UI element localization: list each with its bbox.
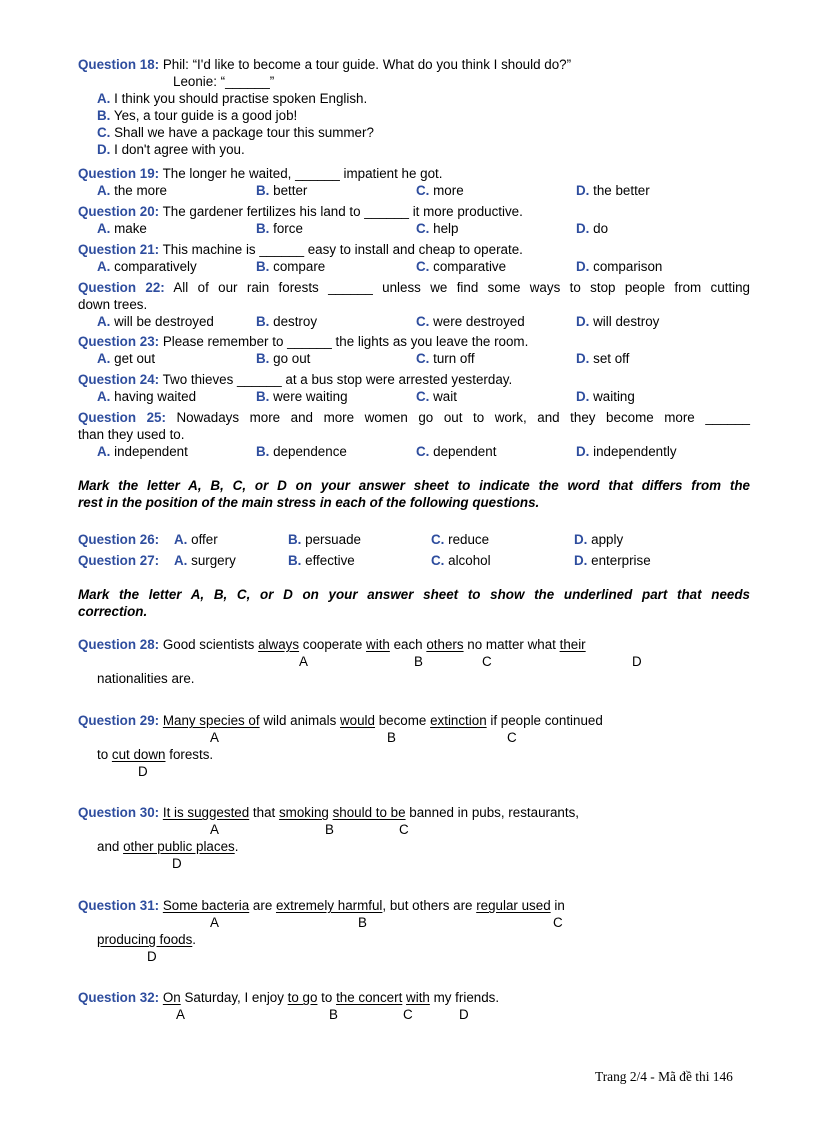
marker-c: C: [403, 1007, 413, 1022]
marker-a: A: [299, 654, 308, 669]
marker-c: C: [399, 822, 409, 837]
option-c[interactable]: C. more: [416, 183, 464, 198]
page-footer: Trang 2/4 - Mã đề thi 146: [595, 1069, 733, 1084]
question-label: Question 20:: [78, 204, 160, 219]
option-a[interactable]: A. make: [97, 221, 147, 236]
question-label: Question 25:: [78, 410, 166, 425]
option-b[interactable]: B. Yes, a tour guide is a good job!: [97, 108, 298, 123]
option-d[interactable]: D. independently: [576, 444, 677, 459]
marker-b: B: [387, 730, 396, 745]
underlined-part-b[interactable]: would: [339, 713, 375, 728]
question-label: Question 29:: [78, 713, 160, 728]
underlined-part-a[interactable]: Some bacteria: [162, 898, 250, 913]
option-d[interactable]: D. will destroy: [576, 314, 660, 329]
answer-markers: [78, 948, 750, 965]
underlined-part-d[interactable]: producing foods: [97, 932, 193, 947]
option-d[interactable]: D. the better: [576, 183, 650, 198]
answer-markers: [78, 653, 750, 670]
question-label: Question 22:: [78, 280, 165, 295]
option-d[interactable]: D. waiting: [576, 389, 635, 404]
option-b[interactable]: B. destroy: [256, 314, 318, 329]
answer-markers: [78, 855, 750, 872]
marker-a: A: [176, 1007, 185, 1022]
option-b[interactable]: B. go out: [256, 351, 311, 366]
question-27: [78, 552, 750, 569]
question-label: Question 30:: [78, 805, 160, 820]
underlined-part-b[interactable]: to go: [287, 990, 318, 1005]
answer-markers: [78, 1006, 750, 1023]
option-a[interactable]: A. the more: [97, 183, 167, 198]
option-d[interactable]: D. comparison: [576, 259, 663, 274]
marker-a: A: [210, 822, 219, 837]
question-label: Question 28:: [78, 637, 160, 652]
question-label: Question 31:: [78, 898, 160, 913]
instruction-error: Mark the letter A, B, C, or D on your answer sheet to show the underlined part that needs correction.: [78, 587, 750, 619]
underlined-part-d[interactable]: cut down: [111, 747, 166, 762]
option-b[interactable]: B. effective: [288, 553, 355, 568]
option-d[interactable]: D. I don't agree with you.: [97, 142, 245, 157]
marker-b: B: [414, 654, 423, 669]
option-c[interactable]: C. Shall we have a package tour this summer?: [97, 125, 374, 140]
question-label: Question 24:: [78, 372, 160, 387]
underlined-part-c[interactable]: should to be: [332, 805, 406, 820]
question-text-continued: down trees.: [78, 297, 148, 312]
option-c[interactable]: C. wait: [416, 389, 457, 404]
question-25: [78, 409, 750, 460]
question-19: [78, 165, 750, 199]
marker-d: D: [147, 949, 157, 964]
option-a[interactable]: A. will be destroyed: [97, 314, 214, 329]
question-21: [78, 241, 750, 275]
option-c[interactable]: C. alcohol: [431, 553, 491, 568]
answer-markers: [78, 763, 750, 780]
question-26: [78, 531, 750, 548]
question-label: Question 26:: [78, 532, 160, 547]
marker-a: A: [210, 730, 219, 745]
marker-b: B: [325, 822, 334, 837]
underlined-part-c[interactable]: extinction: [430, 713, 487, 728]
option-a[interactable]: A. I think you should practise spoken English.: [97, 91, 368, 106]
underlined-part-a[interactable]: always: [258, 637, 300, 652]
question-23: [78, 333, 750, 367]
option-a[interactable]: A. get out: [97, 351, 156, 366]
question-text: The gardener fertilizes his land to ______ it more productive.: [159, 204, 523, 219]
question-label: Question 32:: [78, 990, 160, 1005]
question-label: Question 19:: [78, 166, 160, 181]
option-c[interactable]: C. dependent: [416, 444, 497, 459]
instruction-stress: Mark the letter A, B, C, or D on your answer sheet to indicate the word that differs from the rest in the position of the main stress in each of the following questions.: [78, 478, 750, 510]
question-28: Question 28: Good scientists always cooperate with each others no matter what their A B C D nationalities are.: [78, 636, 750, 687]
answer-markers: [78, 729, 750, 746]
option-c[interactable]: C. reduce: [431, 532, 490, 547]
underlined-part-a[interactable]: It is suggested: [162, 805, 250, 820]
underlined-part-d[interactable]: with: [406, 990, 430, 1005]
option-b[interactable]: B. were waiting: [256, 389, 348, 404]
option-b[interactable]: B. dependence: [256, 444, 347, 459]
question-text: All of our rain forests ______ unless we find some ways to stop people from cutting: [164, 280, 750, 295]
option-c[interactable]: C. help: [416, 221, 459, 236]
underlined-part-c[interactable]: others: [426, 637, 464, 652]
underlined-part-c[interactable]: the concert: [336, 990, 403, 1005]
question-text: Please remember to ______ the lights as you leave the room.: [159, 334, 529, 349]
marker-a: A: [210, 915, 219, 930]
marker-d: D: [632, 654, 642, 669]
marker-d: D: [138, 764, 148, 779]
answer-markers: [78, 914, 750, 931]
option-a[interactable]: A. comparatively: [97, 259, 197, 274]
option-a[interactable]: A. surgery: [174, 553, 236, 568]
underlined-part-d[interactable]: their: [559, 637, 586, 652]
marker-b: B: [358, 915, 367, 930]
question-label: Question 18:: [78, 57, 160, 72]
question-20: [78, 203, 750, 237]
question-text-continued: nationalities are.: [97, 671, 195, 686]
question-18: [78, 56, 750, 158]
option-b[interactable]: B. force: [256, 221, 303, 236]
marker-d: D: [459, 1007, 469, 1022]
option-b[interactable]: B. compare: [256, 259, 326, 274]
question-29: Question 29: Many species of wild animals would become extinction if people continued A B C to cut down forests. D: [78, 712, 750, 780]
underlined-part-b[interactable]: with: [366, 637, 390, 652]
question-label: Question 27:: [78, 553, 160, 568]
question-label: Question 23:: [78, 334, 160, 349]
question-text: Two thieves ______ at a bus stop were arrested yesterday.: [159, 372, 513, 387]
question-text: Nowadays more and more women go out to work, and they become more ______: [165, 410, 751, 425]
question-text: The longer he waited, ______ impatient he got.: [159, 166, 443, 181]
option-b[interactable]: B. better: [256, 183, 308, 198]
option-d[interactable]: D. do: [576, 221, 609, 236]
option-a[interactable]: A. independent: [97, 444, 188, 459]
option-a[interactable]: A. offer: [174, 532, 218, 547]
question-reply: Leonie: “______”: [173, 74, 275, 89]
marker-c: C: [482, 654, 492, 669]
option-d[interactable]: D. apply: [574, 532, 624, 547]
question-24: [78, 371, 750, 405]
underlined-part-a[interactable]: On: [162, 990, 181, 1005]
question-22: [78, 279, 750, 330]
marker-d: D: [172, 856, 182, 871]
option-d[interactable]: D. set off: [576, 351, 630, 366]
underlined-part-b[interactable]: extremely harmful: [275, 898, 383, 913]
underlined-part-b[interactable]: smoking: [278, 805, 329, 820]
option-c[interactable]: C. were destroyed: [416, 314, 525, 329]
question-text: This machine is ______ easy to install and cheap to operate.: [159, 242, 523, 257]
underlined-part-a[interactable]: Many species of: [162, 713, 260, 728]
marker-b: B: [329, 1007, 338, 1022]
underlined-part-d[interactable]: other public places: [123, 839, 235, 854]
option-b[interactable]: B. persuade: [288, 532, 361, 547]
question-text: Phil: “I'd like to become a tour guide. What do you think I should do?”: [159, 57, 572, 72]
marker-c: C: [507, 730, 517, 745]
option-a[interactable]: A. having waited: [97, 389, 197, 404]
question-label: Question 21:: [78, 242, 160, 257]
question-30: Question 30: It is suggested that smoking should to be banned in pubs, restaurants, A B C and other public places. D: [78, 804, 750, 872]
underlined-part-c[interactable]: regular used: [476, 898, 551, 913]
option-d[interactable]: D. enterprise: [574, 553, 651, 568]
question-text-continued: than they used to.: [78, 427, 185, 442]
option-c[interactable]: C. turn off: [416, 351, 475, 366]
option-c[interactable]: C. comparative: [416, 259, 507, 274]
marker-c: C: [553, 915, 563, 930]
answer-markers: [78, 821, 750, 838]
question-32: Question 32: On Saturday, I enjoy to go to the concert with my friends. A B C D: [78, 989, 750, 1023]
question-31: Question 31: Some bacteria are extremely harmful, but others are regular used in A B C producing foods. D: [78, 897, 750, 965]
